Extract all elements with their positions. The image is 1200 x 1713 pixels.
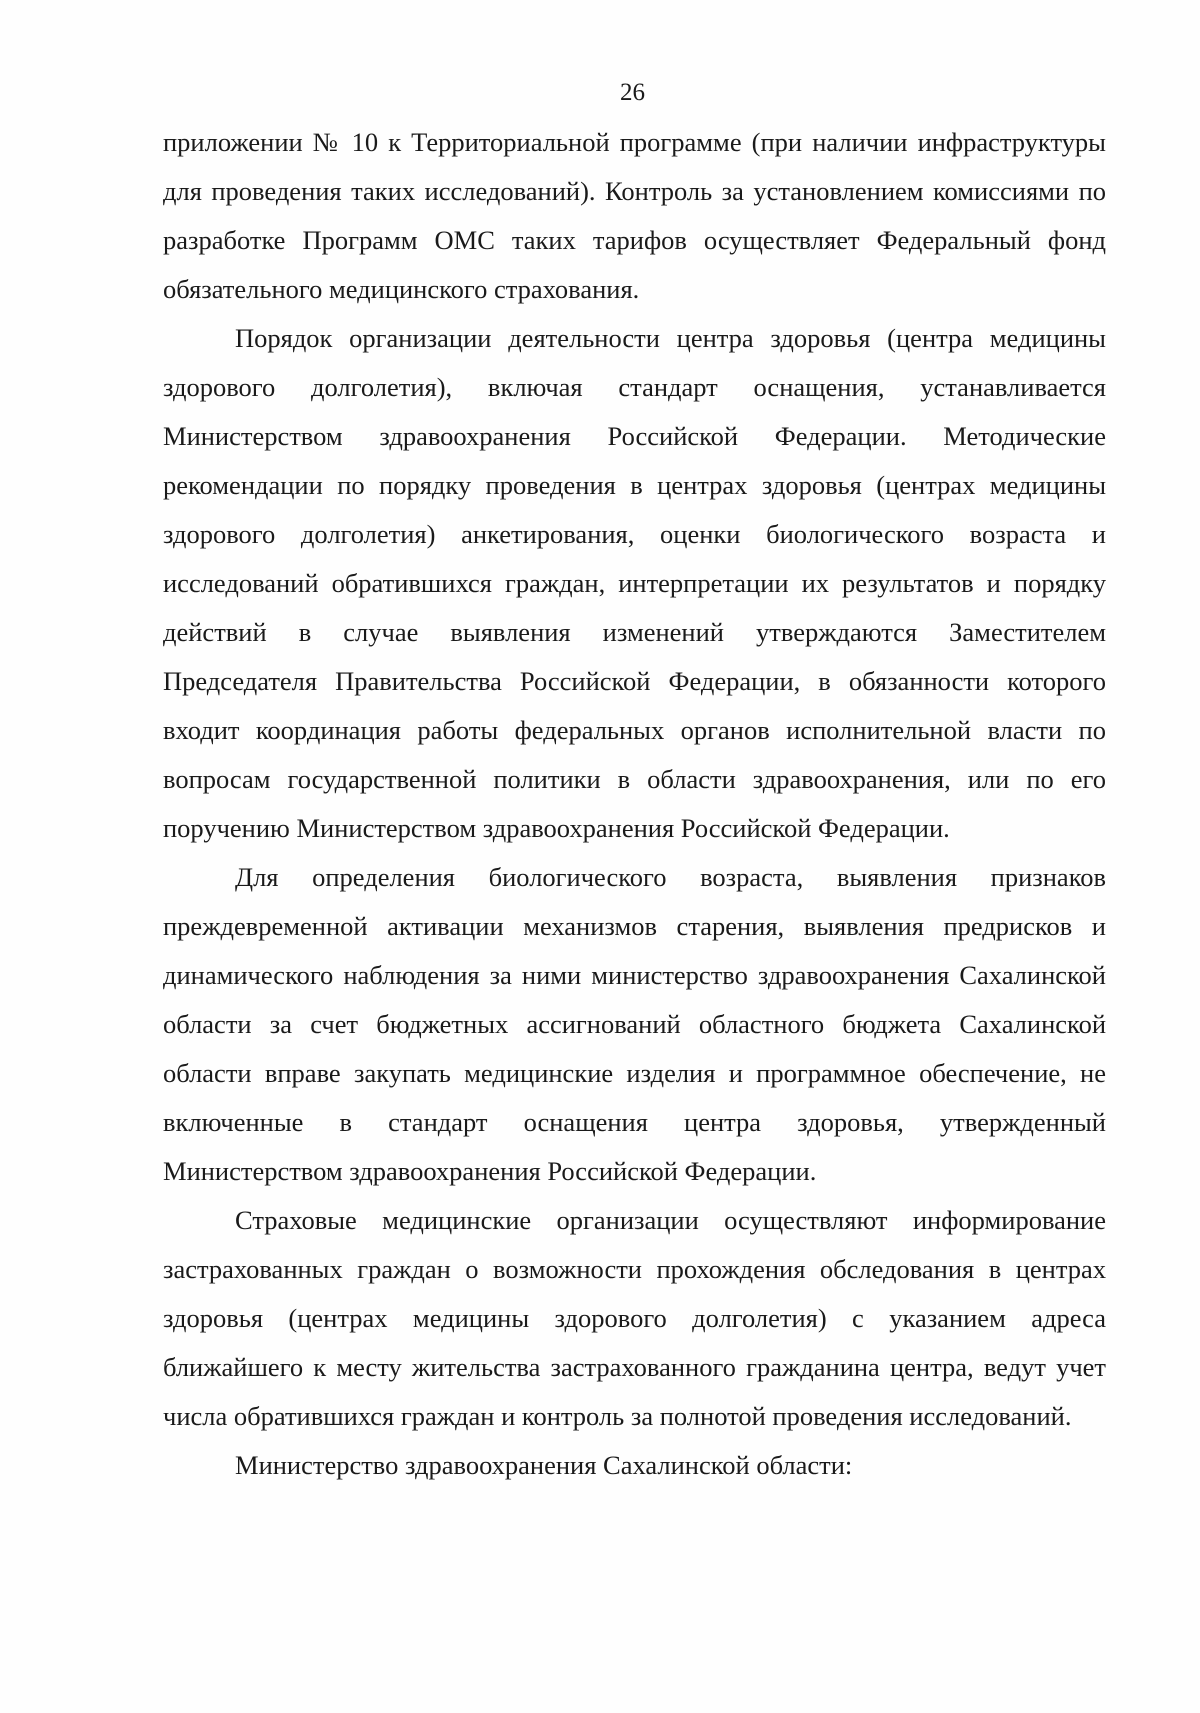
paragraph-4: Страховые медицинские организации осуществляют информирование застрахованных граждан о возможности прохождения обследования в центрах здоровья (центрах медицины здорового долголетия) с указанием адреса ближайшего к месту жительства застрахованного гражданина центра, ведут учет числа обратившихся граждан и контроль за полнотой проведения исследований.: [163, 1205, 1106, 1431]
paragraph-5: Министерство здравоохранения Сахалинской области:: [235, 1450, 853, 1480]
paragraph-3: Для определения биологического возраста, выявления признаков преждевременной активации механизмов старения, выявления предрисков и динамического наблюдения за ними министерство здравоохранения Сахалинской области за счет бюджетных ассигнований областного бюджета Сахалинской области вправе закупать медицинские изделия и программное обеспечение, не включенные в стандарт оснащения центра здоровья, утвержденный Министерством здравоохранения Российской Федерации.: [163, 862, 1106, 1186]
page-number: 26: [620, 79, 645, 106]
paragraph-1: приложении № 10 к Территориальной программе (при наличии инфраструктуры для проведения таких исследований). Контроль за установлением комиссиями по разработке Программ ОМС таких тарифов осуществляет Федеральный фонд обязательного медицинского страхования.: [163, 127, 1106, 304]
paragraph-2: Порядок организации деятельности центра здоровья (центра медицины здорового долголетия), включая стандарт оснащения, устанавливается Министерством здравоохранения Российской Федерации. Методические рекомендации по порядку проведения в центрах здоровья (центрах медицины здорового долголетия) анкетирования, оценки биологического возраста и исследований обратившихся граждан, интерпретации их результатов и порядку действий в случае выявления изменений утверждаются Заместителем Председателя Правительства Российской Федерации, в обязанности которого входит координация работы федеральных органов исполнительной власти по вопросам государственной политики в области здравоохранения, или по его поручению Министерством здравоохранения Российской Федерации.: [163, 323, 1106, 843]
document-body: [163, 118, 1106, 1490]
